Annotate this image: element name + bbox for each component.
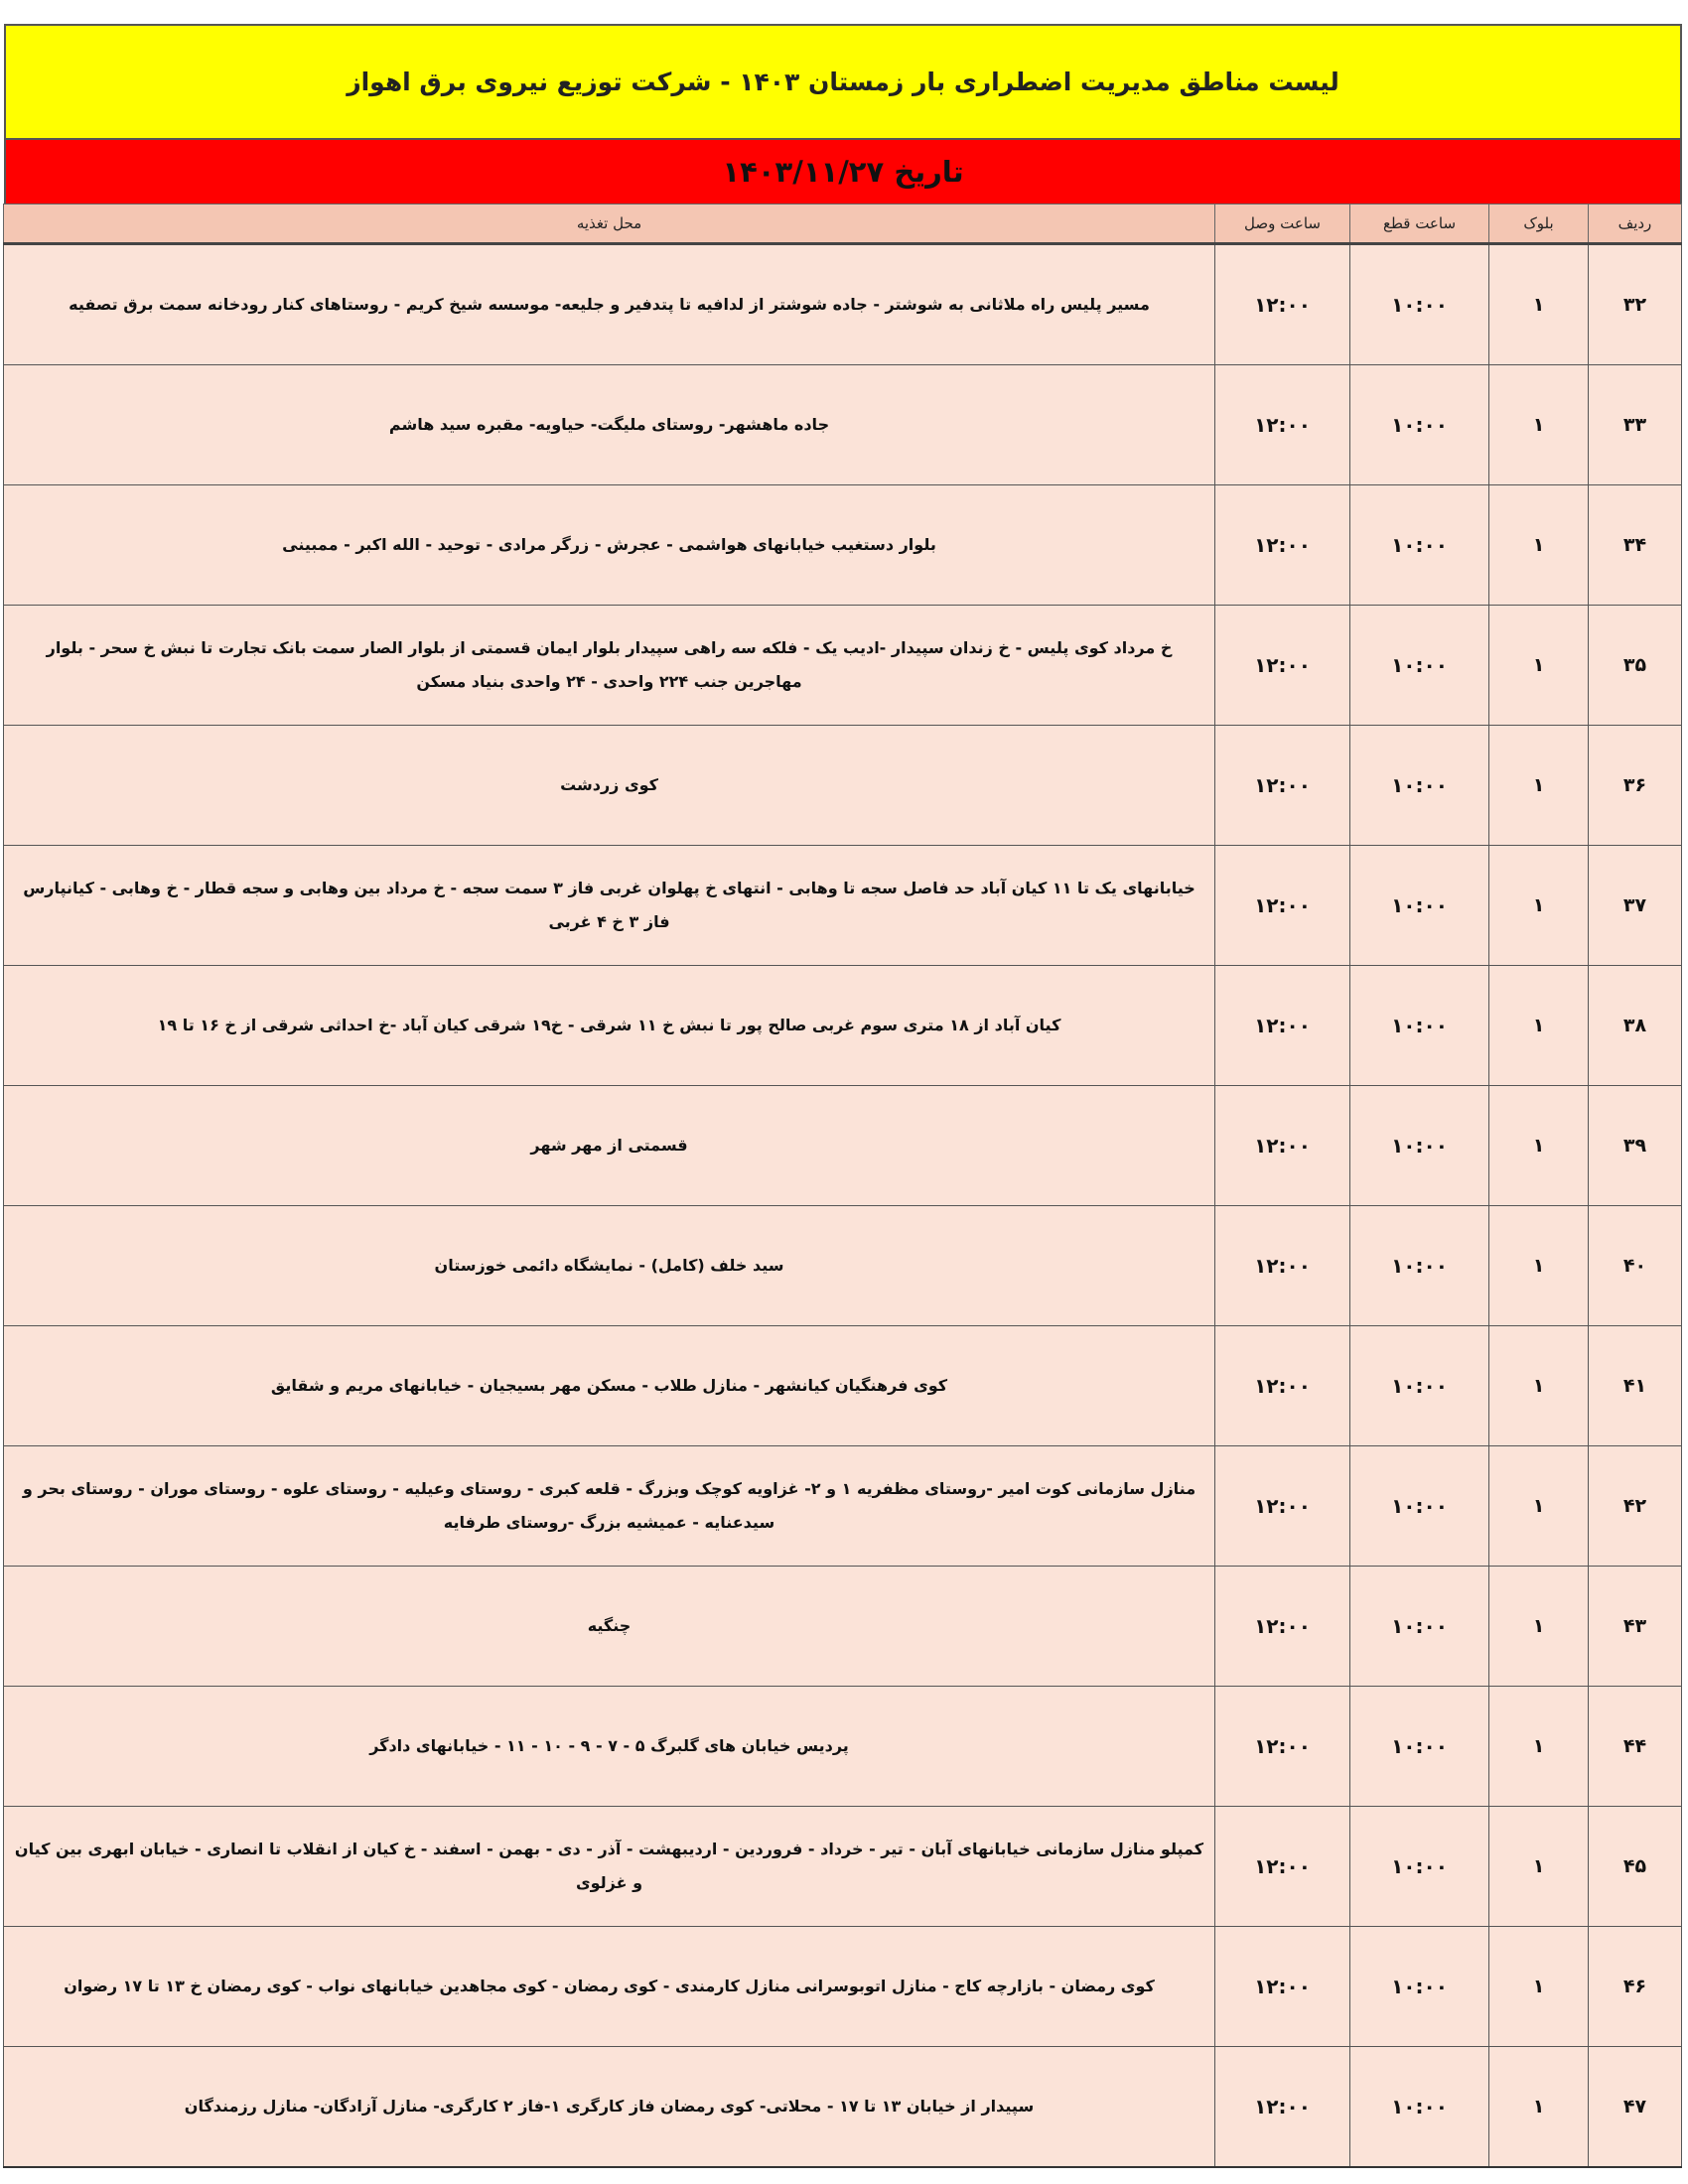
block-cell: ۱: [1489, 1206, 1589, 1326]
table-row: [4, 1086, 1682, 1206]
table-row: [4, 1446, 1682, 1567]
table-row: [4, 846, 1682, 966]
cut-time-cell: ۱۰:۰۰: [1350, 1807, 1489, 1927]
connect-time-cell: ۱۲:۰۰: [1215, 1807, 1350, 1927]
row-number-cell: ۳۴: [1589, 485, 1682, 606]
block-cell: ۱: [1489, 1567, 1589, 1687]
block-cell: ۱: [1489, 365, 1589, 485]
connect-time-cell: ۱۲:۰۰: [1215, 1567, 1350, 1687]
cut-time-cell: ۱۰:۰۰: [1350, 726, 1489, 846]
date-banner: [4, 140, 1682, 204]
table-row: [4, 1687, 1682, 1807]
connect-time-cell: ۱۲:۰۰: [1215, 1206, 1350, 1326]
block-cell: ۱: [1489, 726, 1589, 846]
cut-time-cell: ۱۰:۰۰: [1350, 1927, 1489, 2047]
cut-time-cell: ۱۰:۰۰: [1350, 1446, 1489, 1567]
cut-time-cell: ۱۰:۰۰: [1350, 606, 1489, 726]
table-row: [4, 244, 1682, 365]
connect-time-cell: ۱۲:۰۰: [1215, 365, 1350, 485]
connect-time-cell: ۱۲:۰۰: [1215, 244, 1350, 365]
location-cell: پردیس خیابان های گلبرگ ۵ - ۷ - ۹ - ۱۰ - ۱۱ - خیابانهای دادگر: [4, 1687, 1215, 1807]
location-cell: کوی زردشت: [4, 726, 1215, 846]
location-cell: چنگیه: [4, 1567, 1215, 1687]
location-cell: کیان آباد از ۱۸ متری سوم غربی صالح پور تا نبش خ ۱۱ شرقی - خ۱۹ شرقی کیان آباد -خ احداثی شرقی از خ ۱۶ تا ۱۹: [4, 966, 1215, 1086]
outage-table: [3, 204, 1682, 2168]
block-cell: ۱: [1489, 1446, 1589, 1567]
row-number-cell: ۳۳: [1589, 365, 1682, 485]
cut-time-cell: ۱۰:۰۰: [1350, 485, 1489, 606]
row-number-cell: ۴۷: [1589, 2047, 1682, 2168]
row-number-cell: ۳۵: [1589, 606, 1682, 726]
block-cell: ۱: [1489, 606, 1589, 726]
block-cell: ۱: [1489, 485, 1589, 606]
row-number-cell: ۴۶: [1589, 1927, 1682, 2047]
table-row: [4, 485, 1682, 606]
cut-time-cell: ۱۰:۰۰: [1350, 846, 1489, 966]
block-cell: ۱: [1489, 2047, 1589, 2168]
row-number-cell: ۴۴: [1589, 1687, 1682, 1807]
location-cell: کوی رمضان - بازارچه کاج - منازل اتوبوسرانی منازل کارمندی - کوی رمضان - کوی مجاهدین خیابانهای نواب - کوی رمضان خ ۱۳ تا ۱۷ رضوان: [4, 1927, 1215, 2047]
row-number-cell: ۳۶: [1589, 726, 1682, 846]
connect-time-cell: ۱۲:۰۰: [1215, 1687, 1350, 1807]
connect-time-cell: ۱۲:۰۰: [1215, 1446, 1350, 1567]
header-cut-time: ساعت قطع: [1350, 205, 1489, 244]
connect-time-cell: ۱۲:۰۰: [1215, 1326, 1350, 1446]
header-location: محل تغذیه: [4, 205, 1215, 244]
header-row-no: ردیف: [1589, 205, 1682, 244]
block-cell: ۱: [1489, 1086, 1589, 1206]
connect-time-cell: ۱۲:۰۰: [1215, 606, 1350, 726]
location-cell: مسیر پلیس راه ملاثانی به شوشتر - جاده شوشتر از لدافیه تا پتدفیر و جلیعه- موسسه شیخ کریم - روستاهای کنار رودخانه سمت برق تصفیه: [4, 244, 1215, 365]
connect-time-cell: ۱۲:۰۰: [1215, 485, 1350, 606]
location-cell: سید خلف (کامل) - نمایشگاه دائمی خوزستان: [4, 1206, 1215, 1326]
location-cell: کمپلو منازل سازمانی خیابانهای آبان - تیر - خرداد - فروردین - اردیبهشت - آذر - دی - بهمن - اسفند - خ کیان از انقلاب تا انصاری - خیابان ابهری بین کیان و غزلوی: [4, 1807, 1215, 1927]
block-cell: ۱: [1489, 1326, 1589, 1446]
cut-time-cell: ۱۰:۰۰: [1350, 966, 1489, 1086]
row-number-cell: ۴۵: [1589, 1807, 1682, 1927]
block-cell: ۱: [1489, 846, 1589, 966]
table-row: [4, 1326, 1682, 1446]
table-row: [4, 1807, 1682, 1927]
connect-time-cell: ۱۲:۰۰: [1215, 2047, 1350, 2168]
cut-time-cell: ۱۰:۰۰: [1350, 365, 1489, 485]
page-title: لیست مناطق مدیریت اضطراری بار زمستان ۱۴۰۳ - شرکت توزیع نیروی برق اهواز: [347, 68, 1339, 96]
block-cell: ۱: [1489, 244, 1589, 365]
connect-time-cell: ۱۲:۰۰: [1215, 726, 1350, 846]
location-cell: منازل سازمانی کوت امیر -روستای مظفریه ۱ و ۲- غزاویه کوچک وبزرگ - قلعه کبری - روستای وعیلیه - روستای علوه - روستای موران - روستای بحر و سیدعنایه - عمیشیه بزرگ -روستای طرفایه: [4, 1446, 1215, 1567]
row-number-cell: ۴۱: [1589, 1326, 1682, 1446]
cut-time-cell: ۱۰:۰۰: [1350, 1206, 1489, 1326]
table-row: [4, 606, 1682, 726]
date-label: تاریخ ۱۴۰۳/۱۱/۲۷: [722, 155, 964, 189]
row-number-cell: ۳۲: [1589, 244, 1682, 365]
location-cell: کوی فرهنگیان کیانشهر - منازل طلاب - مسکن مهر بسیجیان - خیابانهای مریم و شقایق: [4, 1326, 1215, 1446]
location-cell: سپیدار از خیابان ۱۳ تا ۱۷ - محلاتی- کوی رمضان فاز کارگری ۱-فاز ۲ کارگری- منازل آزادگان- منازل رزمندگان: [4, 2047, 1215, 2168]
row-number-cell: ۳۷: [1589, 846, 1682, 966]
table-row: [4, 726, 1682, 846]
row-number-cell: ۴۲: [1589, 1446, 1682, 1567]
table-row: [4, 365, 1682, 485]
block-cell: ۱: [1489, 1927, 1589, 2047]
location-cell: خ مرداد کوی پلیس - خ زندان سپیدار -ادیب یک - فلکه سه راهی سپیدار بلوار ایمان قسمتی از بلوار الصار سمت بانک تجارت تا نبش خ سحر - بلوار مهاجرین جنب ۲۲۴ واحدی - ۲۴ واحدی بنیاد مسکن: [4, 606, 1215, 726]
row-number-cell: ۳۹: [1589, 1086, 1682, 1206]
table-row: [4, 1206, 1682, 1326]
row-number-cell: ۳۸: [1589, 966, 1682, 1086]
table-row: [4, 2047, 1682, 2168]
cut-time-cell: ۱۰:۰۰: [1350, 1326, 1489, 1446]
row-number-cell: ۴۰: [1589, 1206, 1682, 1326]
cut-time-cell: ۱۰:۰۰: [1350, 244, 1489, 365]
block-cell: ۱: [1489, 966, 1589, 1086]
location-cell: قسمتی از مهر شهر: [4, 1086, 1215, 1206]
table-body: [4, 244, 1682, 2168]
block-cell: ۱: [1489, 1687, 1589, 1807]
row-number-cell: ۴۳: [1589, 1567, 1682, 1687]
location-cell: جاده ماهشهر- روستای ملیگت- حیاویه- مقبره سید هاشم: [4, 365, 1215, 485]
connect-time-cell: ۱۲:۰۰: [1215, 966, 1350, 1086]
connect-time-cell: ۱۲:۰۰: [1215, 1086, 1350, 1206]
table-header-row: [4, 205, 1682, 244]
cut-time-cell: ۱۰:۰۰: [1350, 1687, 1489, 1807]
table-row: [4, 1927, 1682, 2047]
cut-time-cell: ۱۰:۰۰: [1350, 1567, 1489, 1687]
header-connect-time: ساعت وصل: [1215, 205, 1350, 244]
location-cell: خیابانهای یک تا ۱۱ کیان آباد حد فاصل سجه تا وهابی - انتهای خ پهلوان غربی فاز ۳ سمت سجه - خ مرداد بین وهابی و سجه قطار - خ وهابی - کیانپارس فاز ۳ خ ۴ غربی: [4, 846, 1215, 966]
cut-time-cell: ۱۰:۰۰: [1350, 2047, 1489, 2168]
cut-time-cell: ۱۰:۰۰: [1350, 1086, 1489, 1206]
location-cell: بلوار دستغیب خیابانهای هواشمی - عجرش - زرگر مرادی - توحید - الله اکبر - ممبینی: [4, 485, 1215, 606]
title-banner: [4, 24, 1682, 140]
connect-time-cell: ۱۲:۰۰: [1215, 1927, 1350, 2047]
block-cell: ۱: [1489, 1807, 1589, 1927]
schedule-sheet: [4, 24, 1682, 2168]
connect-time-cell: ۱۲:۰۰: [1215, 846, 1350, 966]
table-row: [4, 966, 1682, 1086]
table-row: [4, 1567, 1682, 1687]
header-block: بلوک: [1489, 205, 1589, 244]
